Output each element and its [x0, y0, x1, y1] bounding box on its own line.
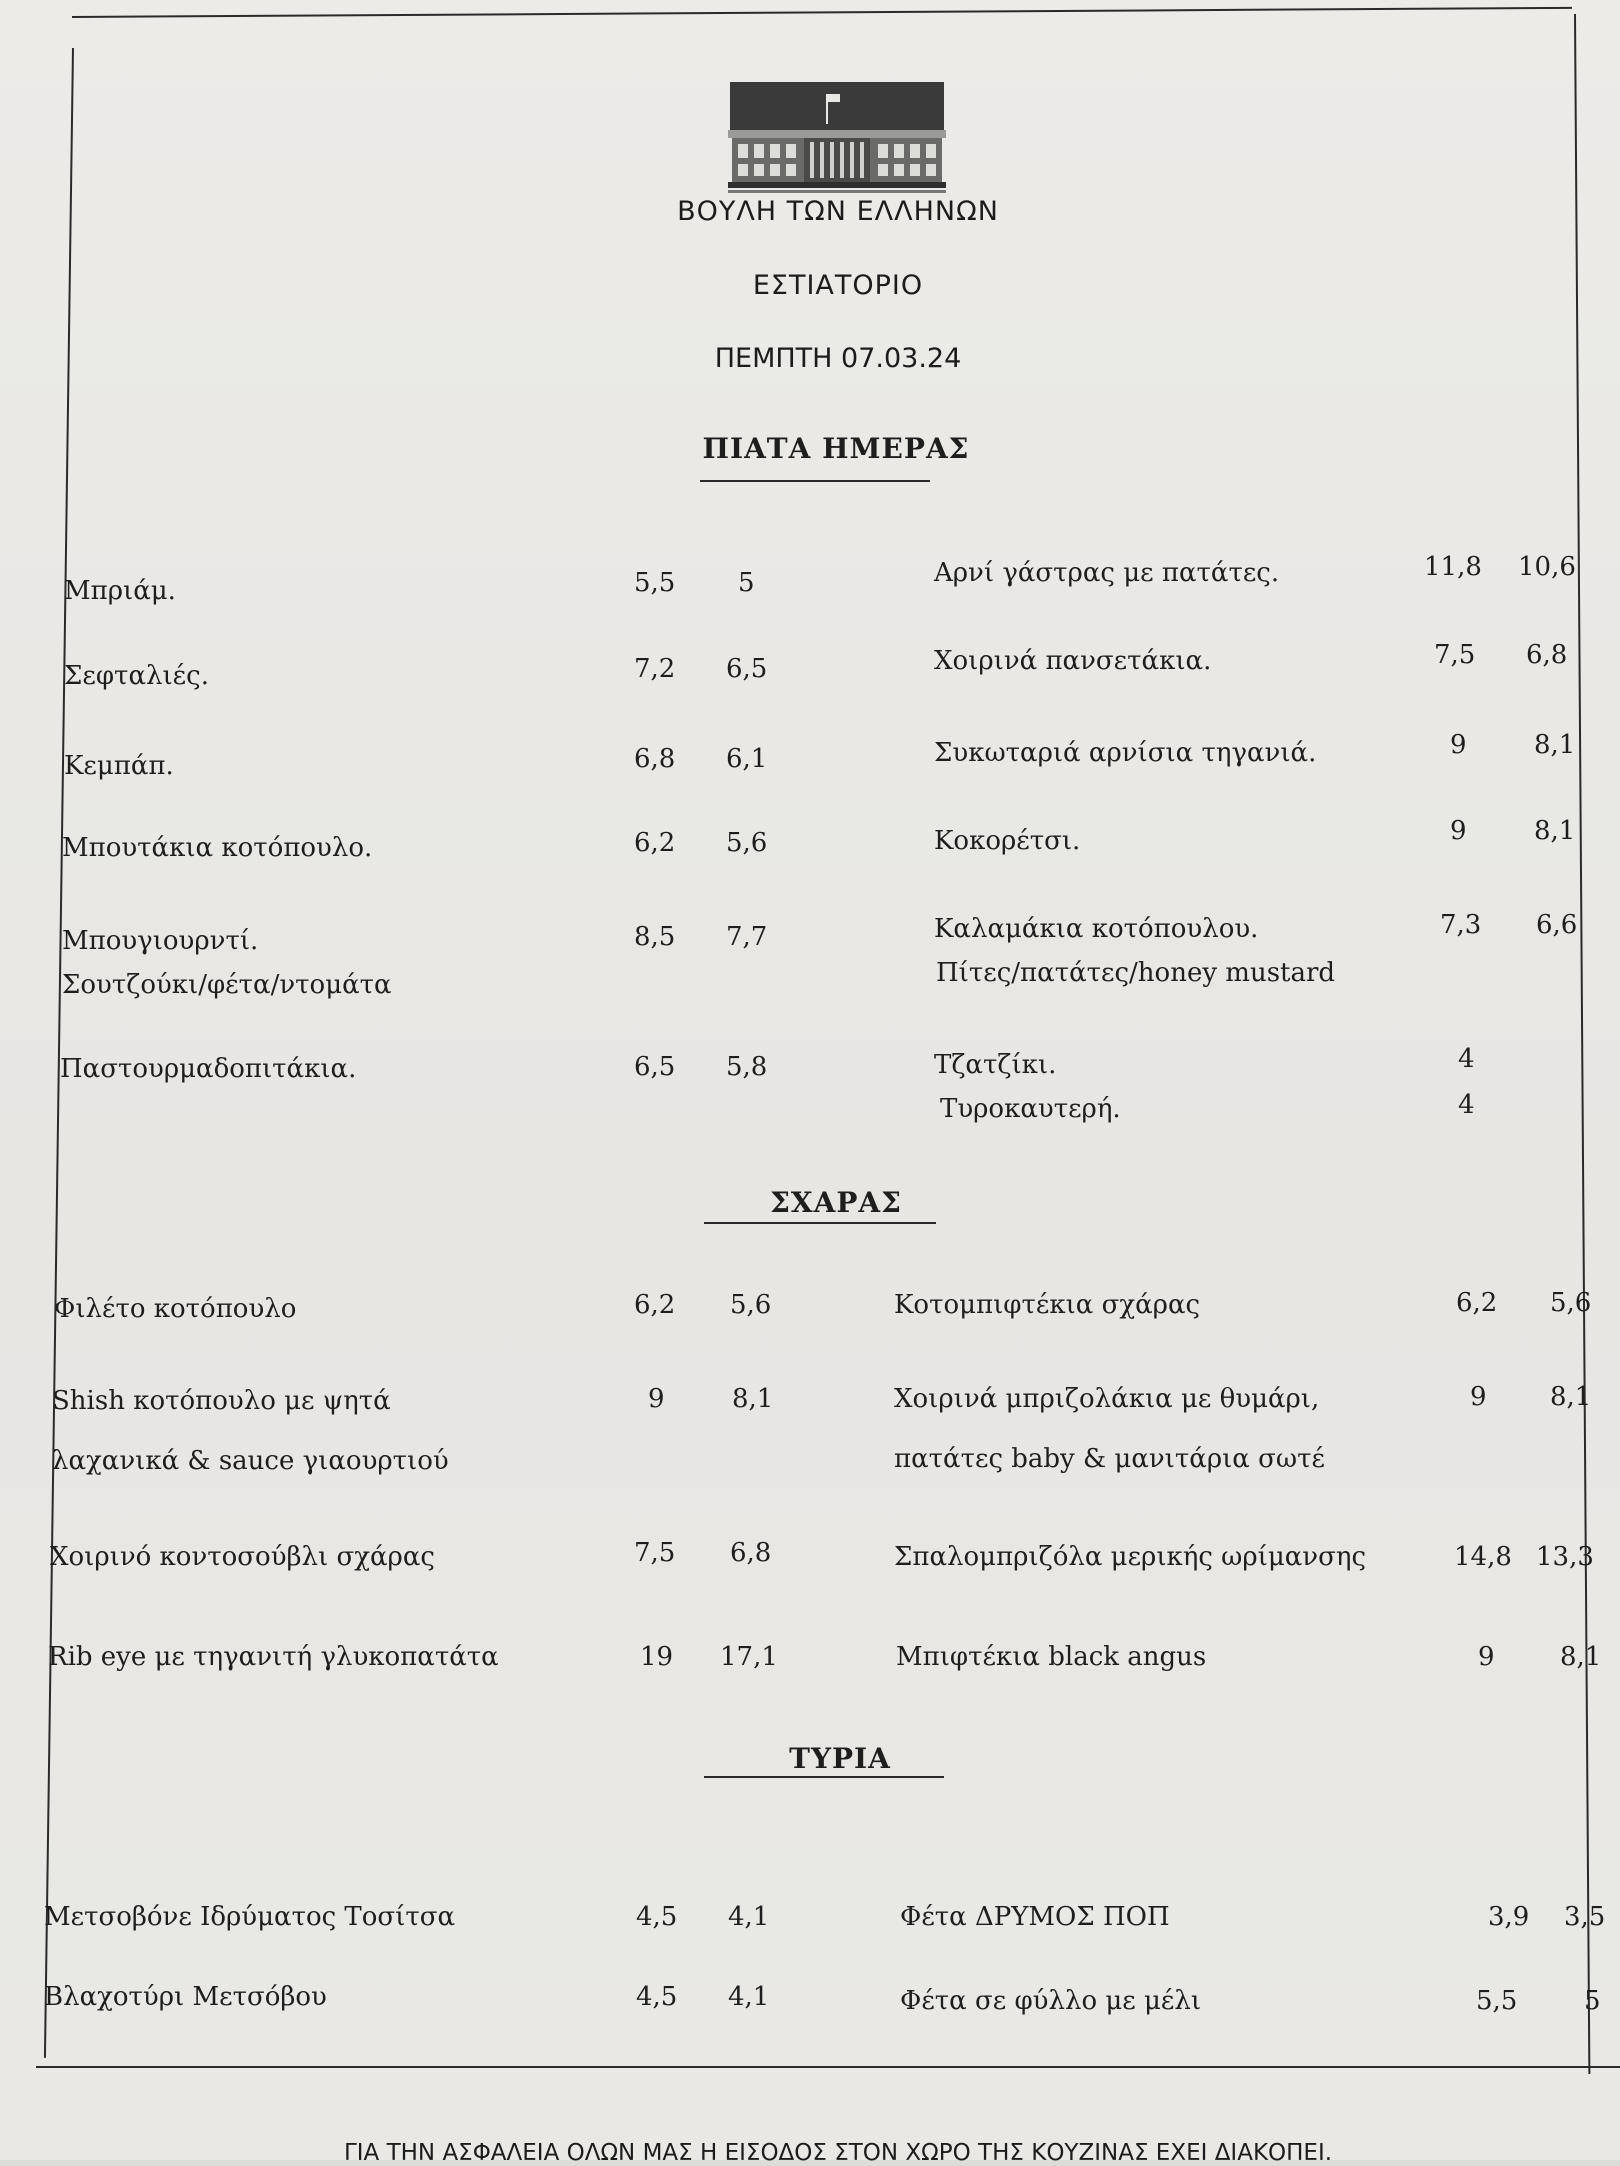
grill-left-item-price-b: 17,1 — [720, 1642, 778, 1672]
daily-right-item-price-a: 11,8 — [1424, 552, 1482, 582]
section-rule-cheese — [704, 1776, 944, 1778]
frame-border-top — [72, 7, 1572, 18]
daily-left-item-name: Κεμπάπ. — [64, 751, 174, 781]
grill-right-item-name: Μπιφτέκια black angus — [896, 1642, 1207, 1672]
daily-left-item-name: Μπριάμ. — [64, 576, 176, 606]
grill-right-item-price-a: 9 — [1470, 1382, 1487, 1412]
grill-right-item-price-b: 13,3 — [1536, 1542, 1594, 1572]
grill-left-item-price-a: 19 — [640, 1642, 674, 1672]
menu-date: ΠΕΜΠΤΗ 07.03.24 — [714, 343, 962, 374]
cheese-right-item-name: Φέτα ΔΡΥΜΟΣ ΠΟΠ — [900, 1902, 1170, 1932]
venue-name: ΕΣΤΙΑΤΟΡΙΟ — [752, 270, 924, 301]
daily-left-item-price-a: 7,2 — [634, 654, 676, 684]
daily-right-item-name: Χοιρινά πανσετάκια. — [934, 646, 1212, 676]
daily-right-item-name: Συκωταριά αρνίσια τηγανιά. — [934, 738, 1317, 768]
grill-left-item-price-b: 8,1 — [732, 1384, 774, 1414]
daily-right-item-price-a: 7,5 — [1434, 640, 1476, 670]
cheese-left-item-price-b: 4,1 — [728, 1982, 770, 2012]
daily-left-item-name: Μπουτάκια κοτόπουλο. — [62, 833, 373, 863]
daily-left-item-name-line2: Σουτζούκι/φέτα/ντομάτα — [62, 970, 392, 1000]
daily-right-item-price-a: 9 — [1450, 816, 1467, 846]
daily-right-item-price-a: 7,3 — [1440, 910, 1482, 940]
daily-left-item-price-a: 8,5 — [634, 922, 676, 952]
grill-left-item-name: Φιλέτο κοτόπουλο — [54, 1294, 297, 1324]
daily-right-item-name: Τυροκαυτερή. — [940, 1094, 1121, 1124]
grill-right-item-price-a: 9 — [1478, 1642, 1495, 1672]
daily-left-item-price-a: 6,2 — [634, 828, 676, 858]
daily-left-item-price-b: 6,1 — [726, 744, 768, 774]
cheese-right-item-price-a: 3,9 — [1488, 1902, 1530, 1932]
frame-border-right — [1574, 14, 1590, 2074]
grill-left-item-price-b: 5,6 — [730, 1290, 772, 1320]
daily-left-item-price-b: 5,6 — [726, 828, 768, 858]
cheese-right-item-name: Φέτα σε φύλλο με μέλι — [900, 1986, 1202, 2016]
grill-right-item-name: Χοιρινά μπριζολάκια με θυμάρι, — [894, 1384, 1320, 1414]
section-title-daily: ΠΙΑΤΑ ΗΜΕΡΑΣ — [702, 432, 970, 465]
grill-left-item-name-line2: λαχανικά & sauce γιαουρτιού — [52, 1446, 449, 1476]
daily-left-item-price-b: 5,8 — [726, 1052, 768, 1082]
cheese-left-item-name: Βλαχοτύρι Μετσόβου — [44, 1982, 327, 2012]
grill-left-item-price-a: 9 — [648, 1384, 665, 1414]
daily-left-item-name: Μπουγιουρντί. — [62, 926, 259, 956]
daily-right-item-name: Κοκορέτσι. — [934, 826, 1081, 856]
grill-left-item-price-a: 7,5 — [634, 1538, 676, 1568]
daily-right-item-price-a: 4 — [1458, 1090, 1475, 1120]
daily-right-item-price-b: 10,6 — [1518, 552, 1576, 582]
organization-name: ΒΟΥΛΗ ΤΩΝ ΕΛΛΗΝΩΝ — [677, 196, 999, 227]
daily-right-item-price-a: 9 — [1450, 730, 1467, 760]
daily-left-item-price-a: 6,8 — [634, 744, 676, 774]
grill-right-item-name-line2: πατάτες baby & μανιτάρια σωτέ — [894, 1444, 1325, 1474]
section-rule-grill — [704, 1222, 936, 1224]
grill-right-item-price-b: 8,1 — [1560, 1642, 1602, 1672]
parliament-building-emblem — [728, 82, 946, 194]
grill-right-item-price-a: 6,2 — [1456, 1288, 1498, 1318]
cheese-right-item-price-a: 5,5 — [1476, 1986, 1518, 2016]
daily-left-item-name: Σεφταλιές. — [64, 661, 209, 691]
daily-right-item-name: Καλαμάκια κοτόπουλου. — [934, 914, 1259, 944]
daily-left-item-name: Παστουρμαδοπιτάκια. — [60, 1054, 357, 1084]
grill-left-item-price-a: 6,2 — [634, 1290, 676, 1320]
grill-right-item-price-b: 8,1 — [1550, 1382, 1592, 1412]
daily-left-item-price-b: 7,7 — [726, 922, 768, 952]
grill-right-item-name: Κοτομπιφτέκια σχάρας — [894, 1290, 1201, 1320]
cheese-left-item-price-a: 4,5 — [636, 1982, 678, 2012]
daily-right-item-name-line2: Πίτες/πατάτες/honey mustard — [936, 958, 1336, 988]
section-rule-daily — [700, 480, 930, 482]
daily-right-item-price-b: 6,6 — [1536, 910, 1578, 940]
cheese-left-item-price-a: 4,5 — [636, 1902, 678, 1932]
grill-right-item-price-a: 14,8 — [1454, 1542, 1512, 1572]
grill-left-item-name: Χοιρινό κοντοσούβλι σχάρας — [50, 1542, 435, 1572]
cheese-left-item-price-b: 4,1 — [728, 1902, 770, 1932]
daily-right-item-price-b: 6,8 — [1526, 640, 1568, 670]
daily-left-item-price-a: 6,5 — [634, 1052, 676, 1082]
grill-right-item-name: Σπαλομπριζόλα μερικής ωρίμανσης — [894, 1542, 1366, 1572]
grill-left-item-name: Shish κοτόπουλο με ψητά — [52, 1386, 391, 1416]
daily-right-item-price-b: 8,1 — [1534, 816, 1576, 846]
cheese-left-item-name: Μετσοβόνε Ιδρύματος Τοσίτσα — [44, 1902, 456, 1932]
daily-right-item-name: Αρνί γάστρας με πατάτες. — [934, 558, 1280, 588]
daily-left-item-price-b: 5 — [738, 568, 755, 598]
daily-left-item-price-a: 5,5 — [634, 568, 676, 598]
daily-left-item-price-b: 6,5 — [726, 654, 768, 684]
grill-left-item-price-b: 6,8 — [730, 1538, 772, 1568]
grill-left-item-name: Rib eye με τηγανιτή γλυκοπατάτα — [48, 1642, 499, 1672]
cheese-right-item-price-b: 5 — [1584, 1986, 1601, 2016]
section-title-grill: ΣΧΑΡΑΣ — [770, 1186, 902, 1219]
cheese-right-item-price-b: 3,5 — [1564, 1902, 1606, 1932]
frame-border-bottom — [36, 2066, 1620, 2068]
kitchen-access-notice: ΓΙΑ ΤΗΝ ΑΣΦΑΛΕΙΑ ΟΛΩΝ ΜΑΣ Η ΕΙΣΟΔΟΣ ΣΤΟΝ ΧΩΡΟ ΤΗΣ ΚΟΥΖΙΝΑΣ ΕΧΕΙ ΔΙΑΚΟΠΕΙ. — [343, 2140, 1333, 2166]
grill-right-item-price-b: 5,6 — [1550, 1288, 1592, 1318]
daily-right-item-price-a: 4 — [1458, 1044, 1475, 1074]
daily-right-item-price-b: 8,1 — [1534, 730, 1576, 760]
daily-right-item-name: Τζατζίκι. — [934, 1050, 1057, 1080]
section-title-cheese: ΤΥΡΙΑ — [789, 1742, 891, 1775]
